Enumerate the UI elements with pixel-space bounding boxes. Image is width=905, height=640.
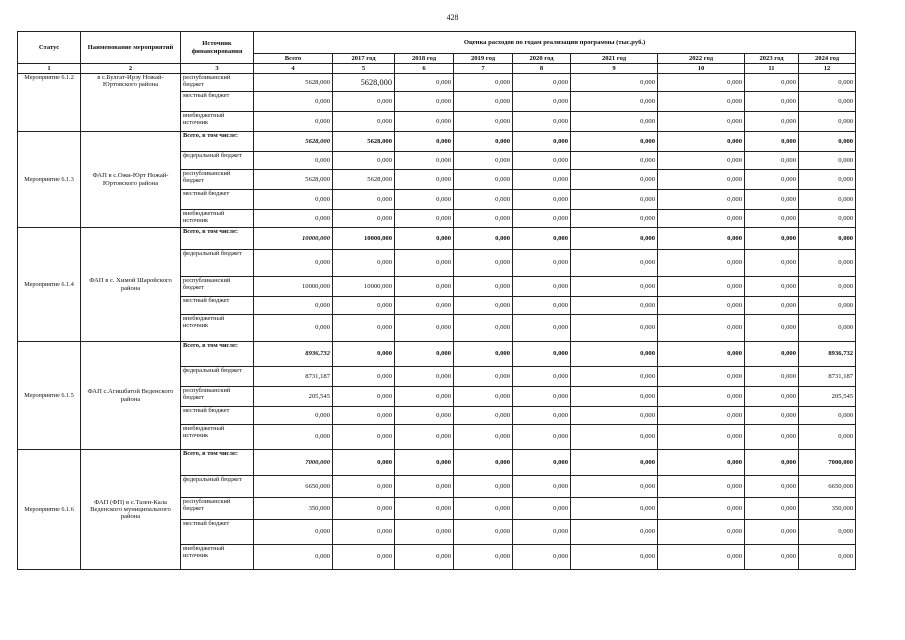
amount-cell: 0,000 (658, 367, 745, 387)
header-name: Наименование мероприятий (81, 32, 181, 64)
column-number: 3 (181, 64, 254, 74)
amount-cell: 0,000 (395, 387, 454, 407)
amount-cell: 0,000 (571, 132, 658, 152)
expense-table (17, 31, 856, 570)
funding-source: внебюджетный источник (181, 210, 254, 228)
header-year: 2017 год (333, 54, 395, 64)
amount-cell: 0,000 (658, 297, 745, 315)
column-number: 9 (571, 64, 658, 74)
event-name: ФАП в с.Ожи-Юрт Ножай-Юртовского района (81, 132, 181, 228)
amount-cell: 0,000 (395, 407, 454, 425)
amount-cell: 0,000 (395, 450, 454, 476)
amount-cell: 0,000 (513, 476, 571, 498)
amount-cell: 0,000 (333, 250, 395, 277)
amount-cell: 0,000 (571, 112, 658, 132)
amount-cell: 0,000 (571, 297, 658, 315)
amount-cell: 0,000 (745, 74, 799, 92)
amount-cell: 0,000 (571, 315, 658, 342)
amount-cell: 0,000 (395, 228, 454, 250)
amount-cell: 0,000 (571, 152, 658, 170)
amount-cell: 0,000 (513, 425, 571, 450)
amount-cell: 0,000 (454, 425, 513, 450)
amount-cell: 0,000 (745, 132, 799, 152)
amount-cell: 0,000 (571, 407, 658, 425)
amount-cell: 5628,000 (254, 74, 333, 92)
event-name: ФАП с.Агишбатой Веденского района (81, 342, 181, 450)
amount-cell: 0,000 (333, 407, 395, 425)
amount-cell: 0,000 (745, 190, 799, 210)
amount-cell: 0,000 (571, 210, 658, 228)
amount-cell: 0,000 (454, 277, 513, 297)
event-name: ФАП (ФП) в с.Тазен-Кала Веденского муниципального района (81, 450, 181, 570)
amount-cell: 0,000 (513, 498, 571, 520)
amount-cell: 0,000 (799, 228, 856, 250)
amount-cell: 0,000 (658, 210, 745, 228)
amount-cell: 0,000 (254, 545, 333, 570)
amount-cell: 0,000 (513, 152, 571, 170)
amount-cell: 0,000 (571, 545, 658, 570)
column-number: 2 (81, 64, 181, 74)
header-year: 2019 год (454, 54, 513, 64)
amount-cell: 8936,732 (799, 342, 856, 367)
amount-cell: 0,000 (745, 277, 799, 297)
amount-cell: 0,000 (745, 367, 799, 387)
amount-cell: 350,000 (799, 498, 856, 520)
amount-cell: 0,000 (513, 315, 571, 342)
amount-cell: 0,000 (799, 520, 856, 545)
amount-cell: 7000,000 (254, 450, 333, 476)
column-number: 1 (18, 64, 81, 74)
amount-cell: 0,000 (745, 112, 799, 132)
header-year: 2021 год (571, 54, 658, 64)
amount-cell: 0,000 (513, 190, 571, 210)
amount-cell: 0,000 (513, 170, 571, 190)
amount-cell: 5628,000 (333, 132, 395, 152)
amount-cell: 0,000 (658, 92, 745, 112)
funding-source: федеральный бюджет (181, 250, 254, 277)
amount-cell: 0,000 (745, 425, 799, 450)
header-status: Статус (18, 32, 81, 64)
header-source: Источник финансирования (181, 32, 254, 64)
amount-cell: 0,000 (254, 520, 333, 545)
header-year: Всего (254, 54, 333, 64)
amount-cell: 0,000 (799, 277, 856, 297)
amount-cell: 0,000 (658, 112, 745, 132)
amount-cell: 0,000 (254, 425, 333, 450)
amount-cell: 0,000 (513, 112, 571, 132)
funding-source: внебюджетный источник (181, 425, 254, 450)
amount-cell: 0,000 (454, 520, 513, 545)
event-status: Мероприятие 6.1.4 (18, 228, 81, 342)
amount-cell: 0,000 (254, 315, 333, 342)
amount-cell: 0,000 (454, 92, 513, 112)
amount-cell: 0,000 (799, 74, 856, 92)
amount-cell: 0,000 (571, 387, 658, 407)
funding-source: Всего, в том числе: (181, 132, 254, 152)
amount-cell: 0,000 (571, 476, 658, 498)
amount-cell: 0,000 (454, 132, 513, 152)
amount-cell: 0,000 (513, 450, 571, 476)
amount-cell: 0,000 (395, 250, 454, 277)
header-year: 2020 год (513, 54, 571, 64)
event-status: Мероприятие 6.1.6 (18, 450, 81, 570)
amount-cell: 0,000 (454, 112, 513, 132)
amount-cell: 0,000 (333, 152, 395, 170)
amount-cell: 0,000 (395, 210, 454, 228)
header-year: 2023 год (745, 54, 799, 64)
amount-cell: 0,000 (571, 367, 658, 387)
amount-cell: 0,000 (513, 277, 571, 297)
funding-source: Всего, в том числе: (181, 228, 254, 250)
amount-cell: 0,000 (395, 545, 454, 570)
funding-source: местный бюджет (181, 190, 254, 210)
column-number: 4 (254, 64, 333, 74)
amount-cell: 0,000 (571, 450, 658, 476)
amount-cell: 0,000 (745, 450, 799, 476)
amount-cell: 0,000 (513, 367, 571, 387)
amount-cell: 0,000 (333, 498, 395, 520)
amount-cell: 6650,000 (799, 476, 856, 498)
amount-cell: 5628,000 (254, 170, 333, 190)
amount-cell: 0,000 (745, 520, 799, 545)
amount-cell: 0,000 (395, 132, 454, 152)
amount-cell: 10000,000 (254, 228, 333, 250)
table-row-total (18, 228, 856, 250)
amount-cell: 0,000 (658, 520, 745, 545)
amount-cell: 0,000 (571, 190, 658, 210)
amount-cell: 0,000 (333, 315, 395, 342)
amount-cell: 0,000 (658, 132, 745, 152)
amount-cell: 0,000 (571, 250, 658, 277)
table-row-total (18, 132, 856, 152)
amount-cell: 205,545 (799, 387, 856, 407)
amount-cell: 0,000 (658, 450, 745, 476)
amount-cell: 0,000 (799, 190, 856, 210)
amount-cell: 0,000 (454, 342, 513, 367)
amount-cell: 10000,000 (333, 228, 395, 250)
table-body (18, 74, 856, 570)
amount-cell: 0,000 (513, 545, 571, 570)
funding-source: федеральный бюджет (181, 476, 254, 498)
amount-cell: 0,000 (333, 367, 395, 387)
amount-cell: 0,000 (745, 228, 799, 250)
amount-cell: 0,000 (454, 190, 513, 210)
amount-cell: 0,000 (513, 228, 571, 250)
event-name: ФАП в с. Химой Шаройского района (81, 228, 181, 342)
amount-cell: 0,000 (454, 297, 513, 315)
column-number: 10 (658, 64, 745, 74)
funding-source: республиканский бюджет (181, 277, 254, 297)
amount-cell: 0,000 (513, 342, 571, 367)
page-number: 428 (446, 13, 459, 22)
amount-cell: 0,000 (571, 425, 658, 450)
funding-source: Всего, в том числе: (181, 450, 254, 476)
amount-cell: 6650,000 (254, 476, 333, 498)
amount-cell: 10000,000 (333, 277, 395, 297)
funding-source: внебюджетный источник (181, 112, 254, 132)
amount-cell: 0,000 (333, 387, 395, 407)
amount-cell: 7000,000 (799, 450, 856, 476)
amount-cell: 0,000 (658, 277, 745, 297)
column-number: 6 (395, 64, 454, 74)
amount-cell: 0,000 (254, 152, 333, 170)
amount-cell: 0,000 (745, 545, 799, 570)
column-number: 8 (513, 64, 571, 74)
amount-cell: 0,000 (333, 92, 395, 112)
funding-source: местный бюджет (181, 297, 254, 315)
amount-cell: 0,000 (254, 112, 333, 132)
funding-source: республиканский бюджет (181, 170, 254, 190)
amount-cell: 0,000 (395, 342, 454, 367)
funding-source: Всего, в том числе: (181, 342, 254, 367)
column-number: 11 (745, 64, 799, 74)
amount-cell: 0,000 (658, 170, 745, 190)
amount-cell: 0,000 (454, 498, 513, 520)
amount-cell: 0,000 (571, 170, 658, 190)
event-status: Мероприятие 6.1.3 (18, 132, 81, 228)
amount-cell: 0,000 (395, 367, 454, 387)
amount-cell: 0,000 (395, 190, 454, 210)
funding-source: республиканский бюджет (181, 387, 254, 407)
amount-cell: 205,545 (254, 387, 333, 407)
amount-cell: 0,000 (745, 387, 799, 407)
amount-cell: 0,000 (333, 112, 395, 132)
amount-cell: 8731,187 (254, 367, 333, 387)
amount-cell: 0,000 (333, 190, 395, 210)
amount-cell: 0,000 (658, 498, 745, 520)
funding-source: внебюджетный источник (181, 315, 254, 342)
header-year: 2022 год (658, 54, 745, 64)
amount-cell: 0,000 (454, 250, 513, 277)
column-number: 7 (454, 64, 513, 74)
amount-cell: 0,000 (745, 170, 799, 190)
amount-cell: 0,000 (571, 520, 658, 545)
amount-cell: 0,000 (454, 228, 513, 250)
column-number: 12 (799, 64, 856, 74)
funding-source: республиканский бюджет (181, 74, 254, 92)
amount-cell: 0,000 (799, 425, 856, 450)
amount-cell: 0,000 (571, 342, 658, 367)
amount-cell: 0,000 (395, 297, 454, 315)
amount-cell: 0,000 (745, 498, 799, 520)
amount-cell: 0,000 (254, 297, 333, 315)
amount-cell: 0,000 (454, 170, 513, 190)
amount-cell: 0,000 (745, 297, 799, 315)
header-estimate: Оценка расходов по годам реализации программы (тыс.руб.) (254, 32, 856, 54)
funding-source: местный бюджет (181, 92, 254, 112)
amount-cell: 0,000 (254, 92, 333, 112)
amount-cell: 0,000 (799, 315, 856, 342)
amount-cell: 8731,187 (799, 367, 856, 387)
column-number: 5 (333, 64, 395, 74)
amount-cell: 0,000 (254, 190, 333, 210)
amount-cell: 0,000 (799, 297, 856, 315)
amount-cell: 0,000 (254, 250, 333, 277)
amount-cell: 0,000 (513, 210, 571, 228)
amount-cell: 0,000 (658, 190, 745, 210)
amount-cell: 0,000 (333, 450, 395, 476)
amount-cell: 0,000 (454, 367, 513, 387)
amount-cell: 0,000 (513, 407, 571, 425)
amount-cell: 0,000 (454, 210, 513, 228)
amount-cell: 0,000 (745, 250, 799, 277)
header-year: 2024 год (799, 54, 856, 64)
funding-source: федеральный бюджет (181, 367, 254, 387)
amount-cell: 0,000 (395, 425, 454, 450)
amount-cell: 5628,000 (254, 132, 333, 152)
amount-cell: 0,000 (395, 498, 454, 520)
amount-cell: 0,000 (799, 92, 856, 112)
amount-cell: 0,000 (571, 498, 658, 520)
table-header (18, 32, 856, 74)
amount-cell: 0,000 (799, 407, 856, 425)
funding-source: внебюджетный источник (181, 545, 254, 570)
amount-cell: 0,000 (799, 210, 856, 228)
table-row-total (18, 342, 856, 367)
amount-cell: 0,000 (745, 92, 799, 112)
amount-cell: 10000,000 (254, 277, 333, 297)
amount-cell: 8936,732 (254, 342, 333, 367)
amount-cell: 0,000 (454, 74, 513, 92)
amount-cell: 0,000 (799, 152, 856, 170)
amount-cell: 0,000 (395, 92, 454, 112)
amount-cell: 0,000 (745, 476, 799, 498)
amount-cell: 0,000 (799, 132, 856, 152)
amount-cell: 0,000 (799, 170, 856, 190)
amount-cell: 0,000 (658, 152, 745, 170)
amount-cell: 0,000 (513, 92, 571, 112)
amount-cell: 0,000 (658, 545, 745, 570)
amount-cell: 0,000 (454, 450, 513, 476)
amount-cell: 0,000 (333, 520, 395, 545)
amount-cell: 0,000 (799, 250, 856, 277)
event-status: Мероприятие 6.1.2 (18, 74, 81, 132)
amount-cell: 0,000 (799, 545, 856, 570)
amount-cell: 0,000 (745, 210, 799, 228)
amount-cell: 0,000 (395, 315, 454, 342)
amount-cell: 0,000 (395, 74, 454, 92)
funding-source: местный бюджет (181, 520, 254, 545)
amount-cell: 0,000 (395, 112, 454, 132)
amount-cell: 0,000 (658, 228, 745, 250)
amount-cell: 350,000 (254, 498, 333, 520)
amount-cell: 0,000 (658, 74, 745, 92)
amount-cell: 0,000 (658, 476, 745, 498)
amount-cell: 0,000 (513, 387, 571, 407)
amount-cell: 0,000 (395, 277, 454, 297)
amount-cell: 0,000 (254, 210, 333, 228)
event-status: Мероприятие 6.1.5 (18, 342, 81, 450)
amount-cell: 0,000 (333, 297, 395, 315)
funding-source: местный бюджет (181, 407, 254, 425)
amount-cell: 0,000 (333, 210, 395, 228)
amount-cell: 0,000 (254, 407, 333, 425)
amount-cell: 0,000 (513, 520, 571, 545)
amount-cell: 0,000 (454, 387, 513, 407)
funding-source: республиканский бюджет (181, 498, 254, 520)
amount-cell: 0,000 (658, 407, 745, 425)
amount-cell: 0,000 (658, 250, 745, 277)
funding-source: федеральный бюджет (181, 152, 254, 170)
amount-cell: 0,000 (658, 315, 745, 342)
amount-cell: 0,000 (513, 250, 571, 277)
amount-cell: 0,000 (799, 112, 856, 132)
amount-cell: 0,000 (745, 315, 799, 342)
amount-cell: 0,000 (658, 342, 745, 367)
amount-cell: 0,000 (513, 297, 571, 315)
amount-cell: 0,000 (333, 476, 395, 498)
amount-cell: 0,000 (454, 152, 513, 170)
amount-cell: 0,000 (571, 92, 658, 112)
amount-cell: 0,000 (571, 277, 658, 297)
table-row-total (18, 450, 856, 476)
amount-cell: 0,000 (658, 387, 745, 407)
amount-cell: 0,000 (513, 132, 571, 152)
amount-cell: 0,000 (454, 315, 513, 342)
amount-cell: 0,000 (745, 152, 799, 170)
event-name: в с.Булгат-Ирзу Ножай-Юртовского района (81, 74, 181, 132)
table-row (18, 74, 856, 92)
amount-cell: 0,000 (454, 407, 513, 425)
amount-cell: 0,000 (745, 342, 799, 367)
amount-cell: 0,000 (513, 74, 571, 92)
amount-cell: 0,000 (454, 545, 513, 570)
amount-cell: 0,000 (658, 425, 745, 450)
amount-cell: 0,000 (333, 425, 395, 450)
amount-cell: 0,000 (395, 170, 454, 190)
amount-cell: 0,000 (395, 520, 454, 545)
amount-cell: 0,000 (395, 476, 454, 498)
amount-cell: 0,000 (745, 407, 799, 425)
amount-cell: 0,000 (571, 228, 658, 250)
amount-cell: 0,000 (333, 342, 395, 367)
amount-cell: 5628,000 (333, 74, 395, 92)
amount-cell: 0,000 (571, 74, 658, 92)
amount-cell: 5628,000 (333, 170, 395, 190)
amount-cell: 0,000 (454, 476, 513, 498)
header-year: 2018 год (395, 54, 454, 64)
amount-cell: 0,000 (395, 152, 454, 170)
amount-cell: 0,000 (333, 545, 395, 570)
